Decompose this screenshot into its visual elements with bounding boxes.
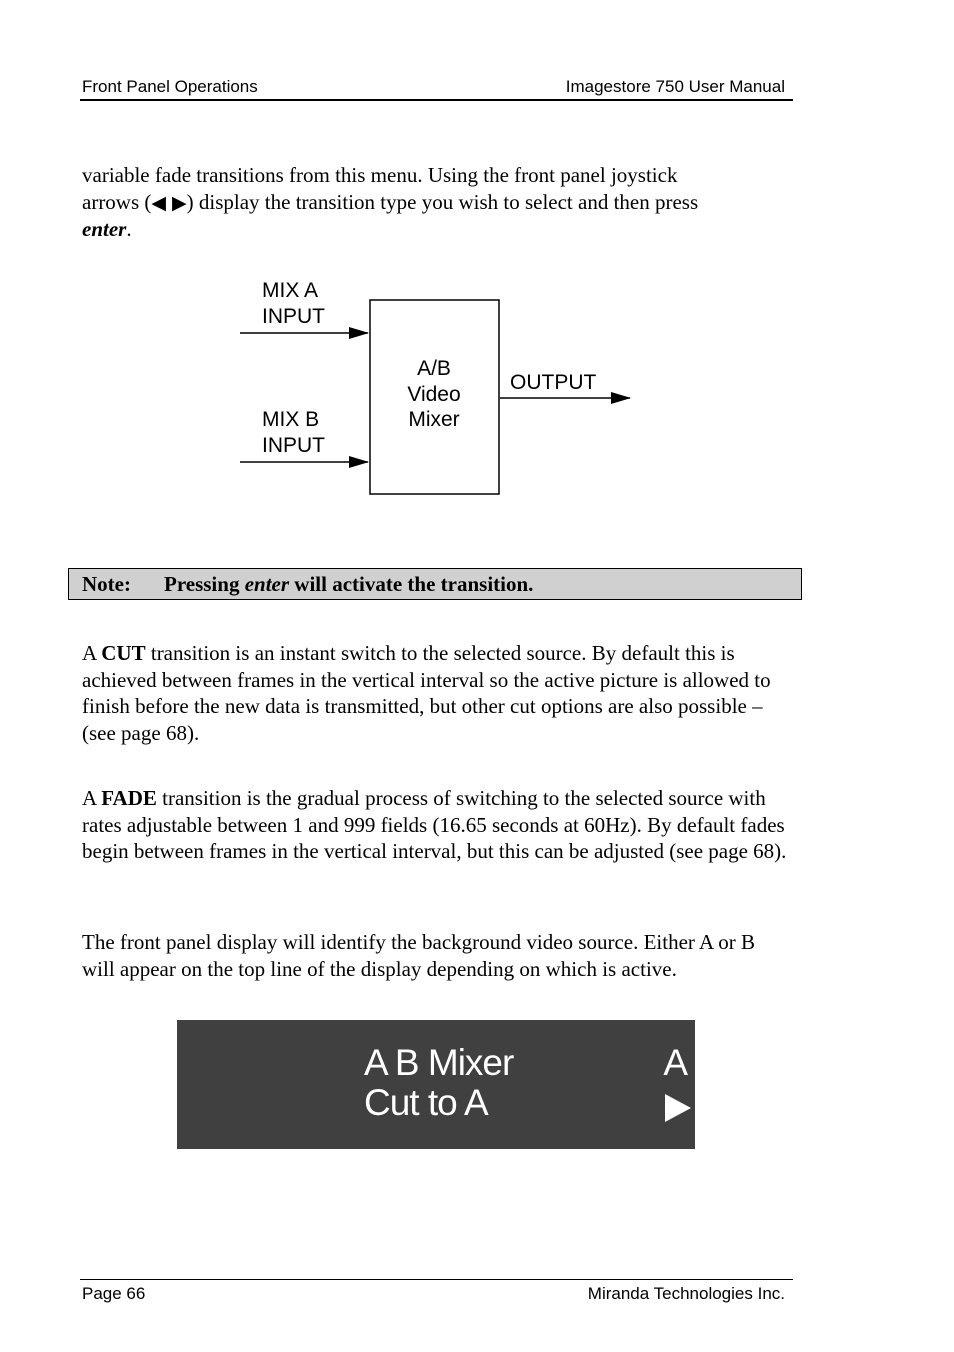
intro-paragraph: variable fade transitions from this menu. Using the front panel joystick arrows (◀ ▶) display the transition type you wish to select and then press enter. xyxy=(82,163,699,241)
mixer-box-line2: Video xyxy=(407,383,461,406)
mixer-box-line1: A/B xyxy=(417,357,451,380)
mixer-box-line3: Mixer xyxy=(408,408,460,431)
enter-key-text: enter xyxy=(82,217,127,241)
display-line-2: Cut to A xyxy=(364,1082,488,1123)
intro-line-1: variable fade transitions from this menu. Using the front panel joystick xyxy=(82,163,678,187)
page-footer xyxy=(80,1279,793,1303)
output-label: OUTPUT xyxy=(510,371,597,394)
arrow-left-right-icon: ◀ ▶ xyxy=(151,191,187,214)
note-text: Pressing enter will activate the transition. xyxy=(164,572,534,596)
fade-paragraph: A FADE transition is the gradual process of switching to the selected source with rates adjustable between 1 and 999 fields (16.65 seconds at 60Hz). By default fades begin between frames in the vertical interval, but this can be adjusted (see page 68). xyxy=(82,786,787,863)
mix-a-label-line2: INPUT xyxy=(262,305,325,328)
mix-a-label-line1: MIX A xyxy=(262,279,319,302)
display-paragraph: The front panel display will identify the background video source. Either A or B will appear on the top line of the display depending on which is active. xyxy=(82,930,756,981)
cut-term: CUT xyxy=(101,641,146,665)
ab-mixer-diagram xyxy=(240,278,640,500)
play-arrow-icon xyxy=(664,1090,692,1132)
header-section-title: Front Panel Operations xyxy=(82,77,258,96)
intro-line-2-end: ) display the transition type you wish to select and then press xyxy=(186,189,699,214)
mix-b-label-line2: INPUT xyxy=(262,434,325,457)
cut-paragraph: A CUT transition is an instant switch to the selected source. By default this is achieved between frames in the vertical interval so the active picture is allowed to finish before the new data is transmitted, but other cut options are also possible – (see page 68). xyxy=(82,641,771,745)
footer-company: Miranda Technologies Inc. xyxy=(587,1284,785,1303)
mix-b-label-line1: MIX B xyxy=(262,408,320,431)
fade-term: FADE xyxy=(101,786,157,810)
display-source-indicator: A xyxy=(663,1042,688,1083)
display-line-1: A B Mixer xyxy=(364,1042,514,1083)
footer-page-number: Page 66 xyxy=(82,1284,146,1303)
note-label: Note: xyxy=(82,572,131,596)
header-manual-title: Imagestore 750 User Manual xyxy=(565,77,785,96)
intro-line-2-start: arrows ( xyxy=(82,189,152,214)
front-panel-display xyxy=(177,1020,695,1149)
note-enter-text: enter xyxy=(244,572,290,596)
page-header xyxy=(80,76,793,101)
note-box xyxy=(68,568,802,600)
